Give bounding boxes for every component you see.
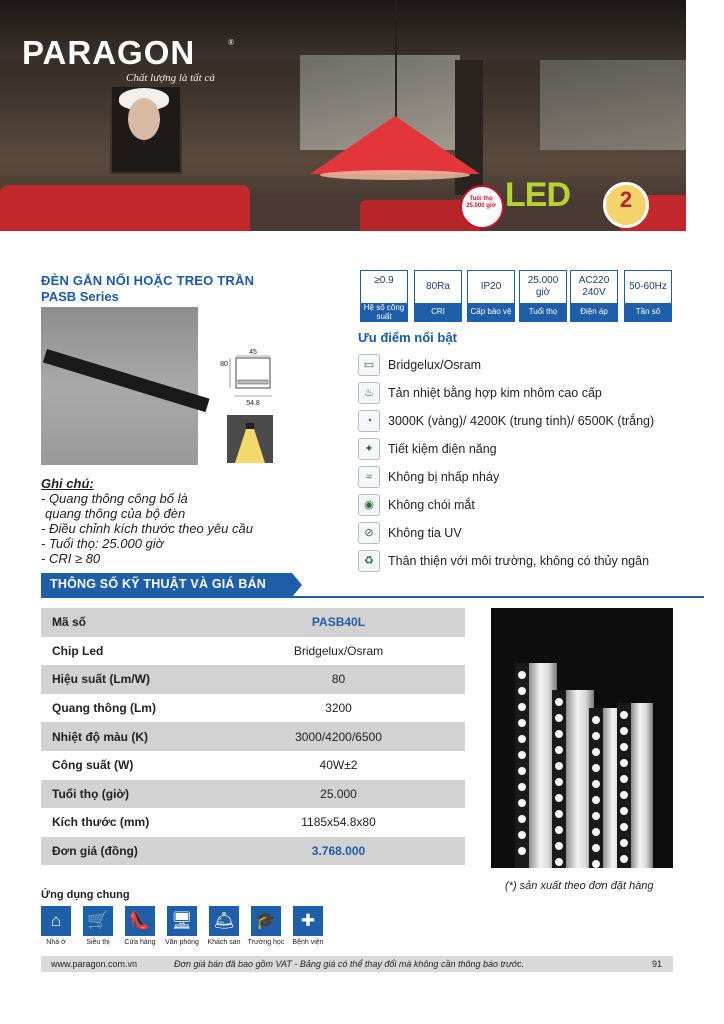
spec-table — [41, 608, 465, 865]
led-dot — [518, 847, 526, 855]
logo-tagline: Chất lượng là tất cả — [126, 72, 215, 84]
footer-vat-note: Đơn giá bán đã bao gồm VAT - Bảng giá có thể thay đổi mà không cần thông báo trước. — [174, 959, 525, 969]
note-line: - Tuổi thọ: 25.000 giờ — [41, 536, 164, 551]
table-row: Quang thông (Lm) 3200 — [41, 694, 465, 723]
led-dot — [555, 730, 563, 738]
spec-ip: IP20 Cấp bảo vệ — [467, 270, 515, 322]
hospital-icon: ✚ — [293, 906, 323, 936]
spec-lifetime: 25.000 giờ Tuổi thọ — [519, 270, 567, 322]
heatsink-icon: ♨ — [358, 382, 380, 404]
home-icon: ⌂ — [41, 906, 71, 936]
app-label: Khách san — [207, 939, 241, 946]
led-dot — [555, 714, 563, 722]
order-note: (*) sản xuất theo đơn đặt hàng — [505, 880, 654, 892]
spec-power-factor: ≥0.9 Hệ số công suất — [360, 270, 408, 322]
led-dot — [518, 671, 526, 679]
table-row: Đơn giá (đồng) 3.768.000 — [41, 837, 465, 866]
energy-saving-icon: ✦ — [358, 438, 380, 460]
dim-width-top: 45 — [249, 349, 257, 356]
hero-banner: PARAGON ® Chất lượng là tất cả Tuổi thọ 25.000 giờ LED 2 — [0, 0, 686, 231]
spec-voltage: AC220 240V Điện áp — [570, 270, 618, 322]
app-label: Siêu thị — [86, 939, 110, 946]
led-dot — [592, 780, 600, 788]
cart-icon: 🛒 — [83, 906, 113, 936]
led-dot — [518, 783, 526, 791]
advantage-item: ≈ Không bị nhấp nháy — [358, 466, 499, 488]
app-label: Văn phòng — [165, 939, 199, 946]
led-dot — [555, 794, 563, 802]
profile-dimension-drawing — [218, 330, 282, 410]
table-row: Kích thước (mm) 1185x54.8x80 — [41, 808, 465, 837]
price-value: 3.768.000 — [212, 837, 465, 866]
no-flicker-icon: ≈ — [358, 466, 380, 488]
advantage-item: ♨ Tản nhiệt bằng hợp kim nhôm cao cấp — [358, 382, 602, 404]
table-row: Chip Led Bridgelux/Osram — [41, 637, 465, 666]
shoe-icon: 👠 — [125, 906, 155, 936]
led-dot — [592, 764, 600, 772]
led-dot — [518, 719, 526, 727]
product-series: PASB Series — [41, 289, 119, 304]
office-icon: 🖥 — [167, 906, 197, 936]
table-row: Nhiệt độ màu (K) 3000/4200/6500 — [41, 722, 465, 751]
led-dot — [620, 775, 628, 783]
led-dot — [518, 831, 526, 839]
led-dot — [555, 826, 563, 834]
led-dot — [592, 716, 600, 724]
table-row: Mã số PASB40L — [41, 608, 465, 637]
led-dot — [518, 815, 526, 823]
product-photo — [491, 608, 673, 868]
led-dot — [555, 762, 563, 770]
table-row: Tuổi thọ (giờ) 25.000 — [41, 780, 465, 809]
led-dot — [592, 796, 600, 804]
led-dot — [518, 703, 526, 711]
hotel-icon: 🛎 — [209, 906, 239, 936]
eye-icon: ◉ — [358, 494, 380, 516]
led-dot — [592, 860, 600, 868]
advantage-item: ♻ Thân thiện với môi trường, không có thủy ngân — [358, 550, 649, 572]
page-number: 91 — [652, 959, 663, 969]
table-row: Hiệu suất (Lm/W) 80 — [41, 665, 465, 694]
model-code: PASB40L — [212, 608, 465, 637]
advantage-item: ◔ 3000K (vàng)/ 4200K (trung tính)/ 6500K (trắng) — [358, 410, 654, 432]
notes-title: Ghi chú: — [41, 476, 94, 491]
led-dot — [620, 807, 628, 815]
paragon-logo: PARAGON ® Chất lượng là tất cả — [22, 34, 195, 72]
led-dot — [555, 842, 563, 850]
led-dot — [592, 828, 600, 836]
led-dot — [518, 751, 526, 759]
note-line: - Quang thông công bố là — [41, 491, 188, 506]
chip-icon: ▭ — [358, 354, 380, 376]
spec-cri: 80Ra CRI — [414, 270, 462, 322]
dim-height: 80 — [220, 361, 228, 368]
led-dot — [592, 732, 600, 740]
led-dot — [620, 791, 628, 799]
color-temp-icon: ◔ — [358, 410, 380, 432]
led-dot — [592, 844, 600, 852]
product-title: ĐÈN GẮN NỔI HOẶC TREO TRẦN — [41, 273, 255, 288]
led-dot — [620, 839, 628, 847]
logo-wordmark: PARAGON — [22, 34, 196, 71]
led-dot — [592, 812, 600, 820]
app-label: Nhà ở — [46, 939, 66, 946]
led-dot — [555, 698, 563, 706]
app-label: Bệnh viện — [292, 939, 324, 946]
led-dot — [555, 746, 563, 754]
table-row: Công suất (W) 40W±2 — [41, 751, 465, 780]
uv-icon: ⊘ — [358, 522, 380, 544]
led-dot — [620, 759, 628, 767]
app-label: Trường học — [247, 939, 285, 946]
pendant-lamp — [310, 116, 480, 174]
led-dot — [555, 858, 563, 866]
advantage-item: ⊘ Không tia UV — [358, 522, 462, 544]
app-label: Cửa hàng — [124, 939, 156, 946]
led-dot — [620, 823, 628, 831]
dim-width-bottom: 54.8 — [246, 400, 260, 407]
led-dot — [555, 810, 563, 818]
footer-url: www.paragon.com.vn — [51, 959, 138, 969]
note-line: - CRI ≥ 80 — [41, 551, 101, 566]
spec-frequency: 50-60Hz Tần số — [624, 270, 672, 322]
led-dot — [620, 727, 628, 735]
advantages-title: Ưu điểm nổi bật — [358, 330, 457, 345]
advantage-item: ◉ Không chói mắt — [358, 494, 475, 516]
led-dot — [518, 799, 526, 807]
led-dot — [518, 767, 526, 775]
led-dot — [555, 778, 563, 786]
product-image — [41, 307, 198, 465]
advantage-item: ▭ Bridgelux/Osram — [358, 354, 481, 376]
note-line: - Điều chỉnh kích thước theo yêu cầu — [41, 521, 253, 536]
led-dot — [518, 735, 526, 743]
applications-title: Ứng dụng chung — [41, 889, 130, 901]
advantage-item: ✦ Tiết kiệm điện năng — [358, 438, 497, 460]
eco-icon: ♻ — [358, 550, 380, 572]
school-icon: 🎓 — [251, 906, 281, 936]
led-dot — [620, 711, 628, 719]
led-dot — [620, 855, 628, 863]
led-dot — [518, 687, 526, 695]
led-badge: LED — [505, 176, 570, 214]
led-dot — [592, 748, 600, 756]
section-divider — [41, 596, 704, 598]
section-title: THÔNG SỐ KỸ THUẬT VÀ GIÁ BÁN — [50, 577, 267, 591]
led-dot — [620, 743, 628, 751]
note-line: quang thông của bộ đèn — [45, 506, 186, 521]
light-beam-icon — [227, 415, 273, 463]
